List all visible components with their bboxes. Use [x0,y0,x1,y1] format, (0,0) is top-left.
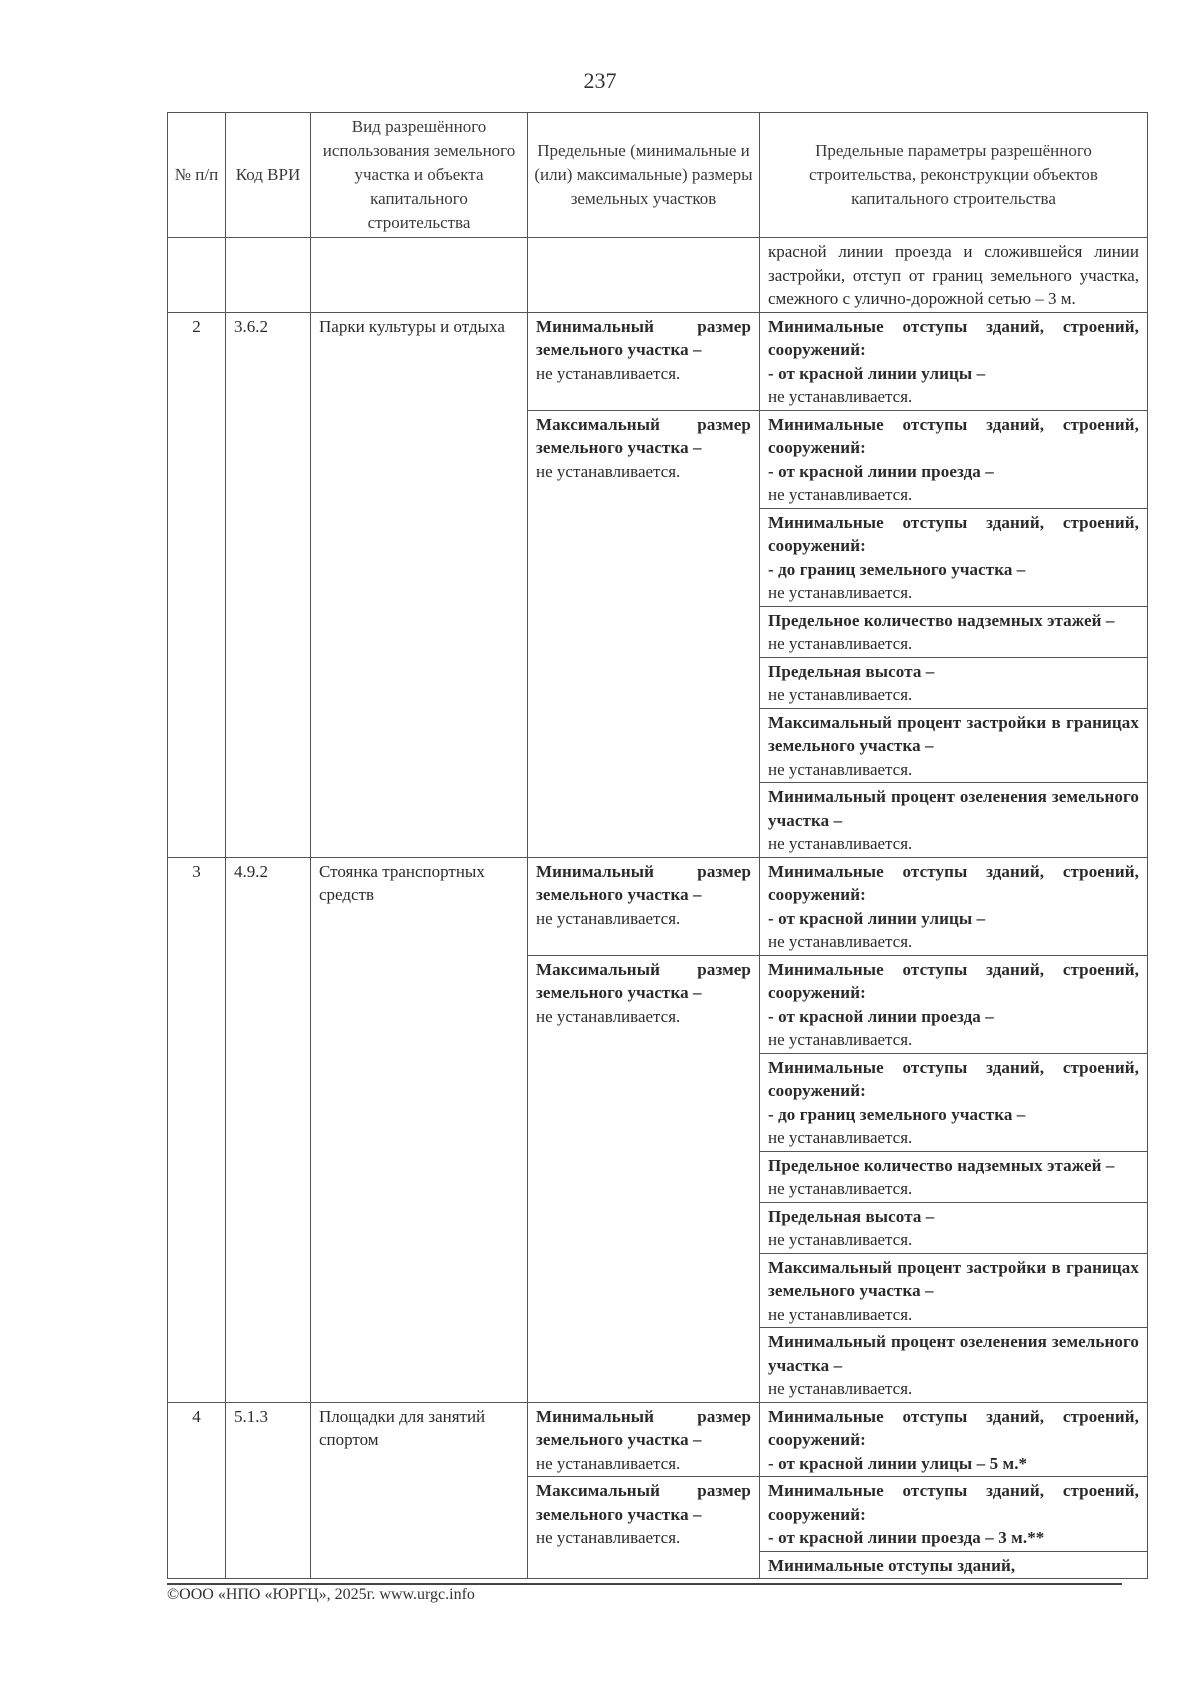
min-size-value: не устанавливается. [536,1453,681,1473]
min-size-cell [528,312,760,410]
param-cell [760,783,1148,858]
param-label: Максимальный процент застройки в границах земельного участка – [768,712,1139,755]
param-label: Минимальный процент озеленения земельного участка – [768,787,1139,830]
param-value: не устанавливается. [768,1230,913,1249]
param-label: Предельное количество надземных этажей – [768,610,1115,630]
param-line: - от красной линии улицы – 5 м.* [768,1453,1028,1473]
param-line: - от красной линии улицы – [768,363,986,383]
param-cell [760,1551,1148,1579]
param-value: не устанавливается. [768,759,913,779]
header-code: Код ВРИ [226,113,311,238]
param-label: Минимальный процент озеленения земельного участка – [768,1332,1139,1375]
param-value: не устанавливается. [768,387,913,406]
param-line: - от красной линии проезда – [768,1006,994,1026]
row-code: 4.9.2 [226,857,311,1402]
param-cell [760,857,1148,955]
param-value: не устанавливается. [768,583,913,602]
footer-copyright: ©ООО «НПО «ЮРГЦ», 2025г. www.urgc.info [167,1586,475,1603]
param-cell [760,1402,1148,1477]
table-row [168,1402,1148,1477]
param-cell [760,1477,1148,1552]
row-code: 3.6.2 [226,312,311,857]
param-label: Минимальные отступы зданий, строений, сооружений: [768,1406,1139,1449]
param-cell [760,1202,1148,1253]
param-value: не устанавливается. [768,834,913,853]
param-value: не устанавливается. [768,634,913,653]
param-cell [760,1253,1148,1328]
row-num: 3 [168,857,226,1402]
param-label: Минимальные отступы зданий, [768,1555,1016,1575]
param-cell [760,955,1148,1053]
min-size-value: не устанавливается. [536,908,681,928]
header-num: № п/п [168,113,226,238]
min-size-cell [528,1402,760,1477]
param-cell [760,606,1148,657]
param-cell [760,1053,1148,1151]
row-name: Площадки для занятий спортом [311,1402,528,1579]
row-name: Парки культуры и отдыха [311,312,528,857]
param-value: не устанавливается. [768,932,913,951]
param-value: не устанавливается. [768,685,913,704]
param-cell [760,410,1148,508]
row-num: 4 [168,1402,226,1579]
param-label: Максимальный процент застройки в границах земельного участка – [768,1257,1139,1300]
param-cell [760,312,1148,410]
param-label: Минимальные отступы зданий, строений, сооружений: [768,1481,1139,1524]
row-num: 2 [168,312,226,857]
row-code: 5.1.3 [226,1402,311,1579]
footer-divider [167,1583,1122,1585]
max-size-cell [528,955,760,1402]
header-size: Предельные (минимальные и (или) максимальные) размеры земельных участков [528,113,760,238]
param-value: не устанавливается. [768,485,913,504]
param-value: не устанавливается. [768,1030,913,1049]
min-size-label: Минимальный размер земельного участка – [536,861,751,904]
header-kind: Вид разрешённого использования земельного участка и объекта капитального строительства [311,113,528,238]
param-line: - до границ земельного участка – [768,1104,1026,1124]
param-cell [760,1151,1148,1202]
min-size-value: не устанавливается. [536,363,681,383]
table-header [168,113,1148,238]
param-label: Предельная высота – [768,661,935,681]
param-cell [760,1328,1148,1403]
param-line: - до границ земельного участка – [768,559,1026,579]
param-line: - от красной линии проезда – [768,461,994,481]
row-name: Стоянка транспортных средств [311,857,528,1402]
max-size-value: не устанавливается. [536,1528,681,1547]
param-cell [760,657,1148,708]
header-params: Предельные параметры разрешённого строительства, реконструкции объектов капитального строительства [760,113,1148,238]
param-cell [760,708,1148,783]
max-size-cell [528,410,760,857]
min-size-label: Минимальный размер земельного участка – [536,1406,751,1449]
param-label: Минимальные отступы зданий, строений, сооружений: [768,316,1139,359]
max-size-cell [528,1477,760,1579]
page-number: 237 [583,68,617,93]
param-label: Минимальные отступы зданий, строений, сооружений: [768,512,1139,555]
param-label: Минимальные отступы зданий, строений, сооружений: [768,1057,1139,1100]
param-value: не устанавливается. [768,1379,913,1398]
regulations-table [167,112,1148,1579]
param-value: не устанавливается. [768,1179,913,1198]
param-label: Минимальные отступы зданий, строений, сооружений: [768,959,1139,1002]
param-label: Минимальные отступы зданий, строений, сооружений: [768,861,1139,904]
param-label: Предельная высота – [768,1206,935,1226]
min-size-label: Минимальный размер земельного участка – [536,316,751,359]
param-value: не устанавливается. [768,1128,913,1147]
max-size-label: Максимальный размер земельного участка – [536,414,751,457]
param-line: - от красной линии улицы – [768,908,986,928]
max-size-value: не устанавливается. [536,461,681,481]
continuation-row [168,238,1148,313]
max-size-label: Максимальный размер земельного участка – [536,1481,751,1524]
table-row [168,857,1148,955]
max-size-value: не устанавливается. [536,1006,681,1026]
param-label: Минимальные отступы зданий, строений, сооружений: [768,414,1139,457]
param-label: Предельное количество надземных этажей – [768,1155,1115,1175]
continuation-text: красной линии проезда и сложившейся линии застройки, отступ от границ земельного участка, смежного с улично-дорожной сетью – 3 м. [760,238,1148,313]
max-size-label: Максимальный размер земельного участка – [536,959,751,1002]
param-value: не устанавливается. [768,1304,913,1324]
min-size-cell [528,857,760,955]
param-line: - от красной линии проезда – 3 м.** [768,1528,1045,1547]
param-cell [760,508,1148,606]
table-row [168,312,1148,410]
